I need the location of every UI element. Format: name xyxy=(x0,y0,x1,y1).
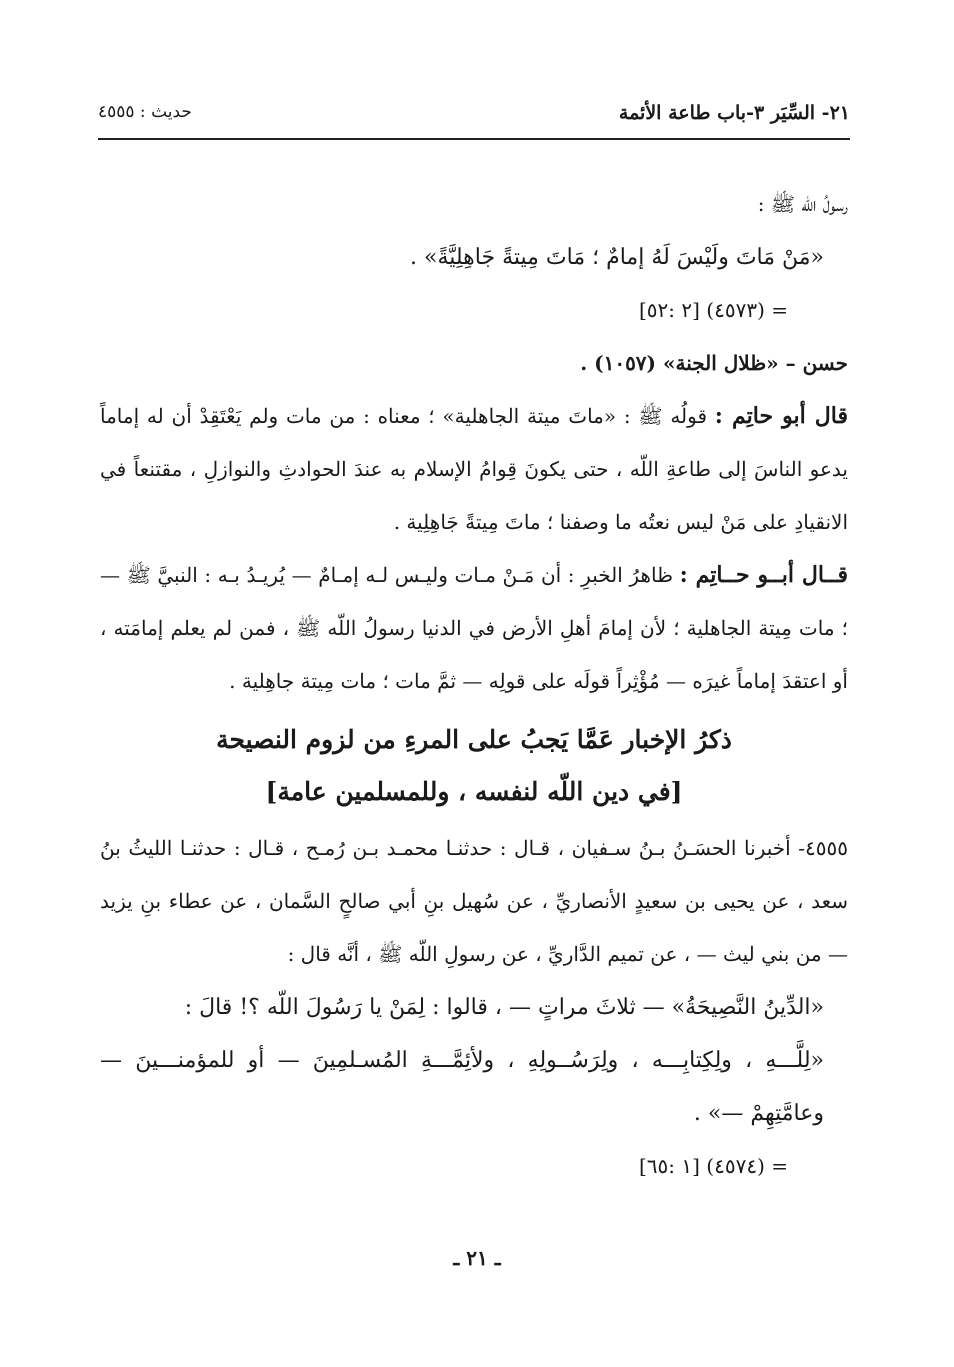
hadith-grade: حسن – «ظلال الجنة» (١٠٥٧) . xyxy=(580,351,848,375)
page-body xyxy=(100,178,848,1193)
hadith-isnad: ٤٥٥٥- أخبرنا الحسَـنُ بـنُ سـفيان ، قـال : حدثنـا محمـد بـن رُمـح ، قـال : حدثنـا الليثُ بنُ سعد ، عن يحيى بن سعيدٍ الأنصاريِّ ، عن سُهيل بنِ أبي صالحٍ السَّمان ، عن عطاء بنِ يزيد — من بني ليث — ، عن تميم الدَّاريِّ ، عن رسولِ اللّه ﷺ ، أنَّه قال : xyxy=(100,836,848,966)
commentary-text: قولُه ﷺ : «ماتَ ميتة الجاهلية» ؛ معناه : من مات ولم يَعْتَقِدْ أن له إماماً يدعو الناسَ إلى طاعةِ اللّه ، حتى يكونَ قِوامُ الإسلام به عندَ الحوادثِ والنوازلِ ، مقتنعاً في الانقيادِ على مَنْ ليس نعتُه ما وصفنا ؛ ماتَ مِيتةً جَاهِلِية . xyxy=(100,404,848,534)
hadith-quote: «لِلَّـــهِ ، ولِكِتابِـــه ، ولِرَسُــولِهِ ، ولأئِمَّـــةِ المُسـلمِينَ — أو للمؤمنـــينَ — وعامَّتِهِمْ —» . xyxy=(100,1048,824,1126)
hadith-quote: «مَنْ مَاتَ ولَيْسَ لَهُ إمامٌ ؛ مَاتَ مِيتةً جَاهِلِيَّةً» . xyxy=(410,245,824,270)
body-line: رسولُ اللّه ﷺ : xyxy=(757,192,848,216)
commentary-lead: قــال أبــو حــاتِم : xyxy=(679,562,848,588)
commentary-paragraph xyxy=(100,549,848,708)
commentary-paragraph xyxy=(100,390,848,549)
page-number: ـ ٢١ ـ xyxy=(453,1246,501,1270)
section-title-line: [في دين اللّه لنفسه ، وللمسلمين عامة] xyxy=(265,777,683,806)
section-title-line: ذكرُ الإخبار عَمَّا يَجبُ على المرءِ من لزوم النصيحة xyxy=(216,725,732,754)
commentary-lead: قال أبو حاتِم : xyxy=(714,403,848,429)
running-header xyxy=(98,92,850,140)
header-hadith-ref: حديث : ٤٥٥٥ xyxy=(98,102,192,122)
hadith-reference: = (٤٥٧٣) [٢ :٥٢] xyxy=(638,298,788,322)
hadith-reference: = (٤٥٧٤) [١ :٦٥] xyxy=(638,1154,788,1178)
hadith-quote: «الدِّينُ النَّصِيحَةُ» — ثلاثَ مراتٍ — ، قالوا : لِمَنْ يا رَسُولَ اللّه ؟! قالَ : xyxy=(184,995,824,1020)
section-title xyxy=(100,714,848,818)
header-titles xyxy=(573,102,850,124)
commentary-text: ظاهرُ الخبرِ : أن مَـنْ مـات وليـس لـه إمـامٌ — يُريـدُ بـه : النبيَّ ﷺ — ؛ مات مِيتة الجاهلية ؛ لأن إمامَ أهلِ الأرض في الدنيا رسولُ اللّه ﷺ ، فمن لم يعلم إمامَته ، أو اعتقدَ إماماً غيرَه — مُؤْثِراً قولَه على قولِه — ثمَّ مات ؛ مات مِيتة جاهِلية . xyxy=(100,563,848,693)
header-chapter: ٣-باب طاعة الأئمة xyxy=(618,102,765,124)
header-book: ٢١- السِّيَر xyxy=(770,102,850,124)
